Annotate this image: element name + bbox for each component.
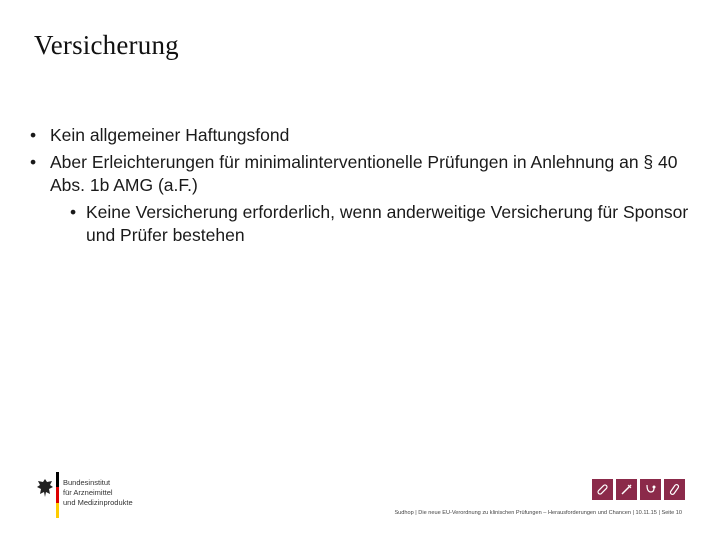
- bullet-text: Keine Versicherung erforderlich, wenn anderweitige Versicherung für Sponsor und Prüfer bestehen: [86, 202, 689, 245]
- bullet-item: [30, 151, 690, 197]
- bullet-marker: •: [30, 152, 37, 172]
- slide-title: Versicherung: [34, 30, 179, 60]
- logo-line: für Arzneimittel: [63, 488, 113, 497]
- bullet-text: Kein allgemeiner Haftungsfond: [50, 125, 290, 145]
- pill-icon: [592, 479, 613, 500]
- logo-text: [63, 478, 133, 508]
- bullet-marker: •: [70, 202, 77, 222]
- footer-text: Sudhop | Die neue EU-Verordnung zu klinischen Prüfungen – Herausforderungen und Chancen | 10.11.15 | Seite 10: [394, 510, 682, 516]
- logo-line: Bundesinstitut: [63, 478, 111, 487]
- test-tube-icon: [664, 479, 685, 500]
- stethoscope-icon: [640, 479, 661, 500]
- bullet-item: [30, 124, 690, 147]
- sub-bullet-item: [30, 201, 690, 247]
- syringe-icon: [616, 479, 637, 500]
- german-flag-stripe: [56, 472, 59, 518]
- bullet-list: [30, 124, 690, 247]
- federal-eagle-icon: [36, 478, 54, 498]
- logo-line: und Medizinprodukte: [63, 498, 133, 507]
- bullet-marker: •: [30, 125, 37, 145]
- bullet-text: Aber Erleichterungen für minimalinterventionelle Prüfungen in Anlehnung an § 40 Abs. 1b AMG (a.F.): [50, 152, 678, 195]
- bfarm-logo: [36, 468, 146, 522]
- icon-tiles: [592, 479, 685, 500]
